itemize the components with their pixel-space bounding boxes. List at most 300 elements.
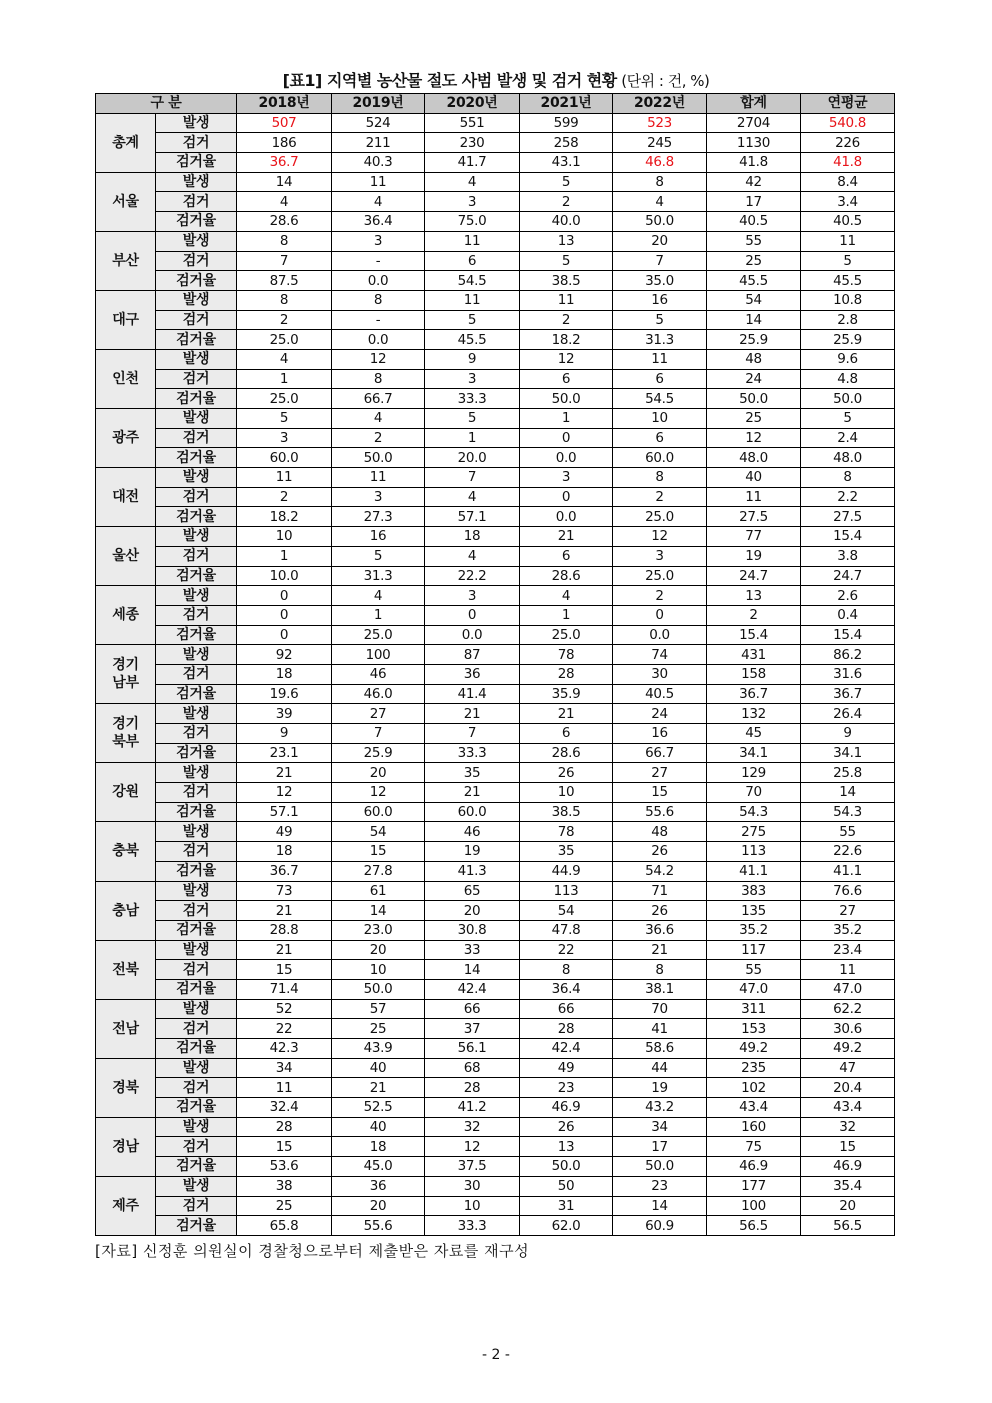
table-cell: 27: [801, 901, 895, 921]
table-cell: 22: [520, 940, 613, 960]
table-cell: 36.4: [332, 212, 425, 232]
table-cell: 38.5: [520, 802, 613, 822]
table-cell: 15: [613, 783, 707, 803]
table-row: [96, 231, 895, 251]
table-cell: 35.2: [707, 920, 801, 940]
table-cell: 52.5: [332, 1098, 425, 1118]
region-label: 대전: [96, 468, 156, 527]
table-cell: 3: [520, 468, 613, 488]
table-row: [96, 113, 895, 133]
table-cell: 12: [332, 349, 425, 369]
table-cell: 2.6: [801, 586, 895, 606]
table-cell: 211: [332, 133, 425, 153]
table-cell: 3: [425, 192, 520, 212]
table-cell: 55.6: [613, 802, 707, 822]
table-unit: (단위 : 건, %): [621, 72, 710, 90]
table-cell: 18.2: [237, 507, 332, 527]
table-row: [96, 940, 895, 960]
table-cell: 41.7: [425, 153, 520, 173]
metric-label: 검거: [156, 487, 237, 507]
table-cell: 6: [613, 428, 707, 448]
table-cell: 25.8: [801, 763, 895, 783]
metric-label: 검거율: [156, 979, 237, 999]
table-row: [96, 487, 895, 507]
header-category: 구 분: [96, 94, 237, 114]
table-row: [96, 369, 895, 389]
table-cell: 57.1: [425, 507, 520, 527]
table-cell: 16: [613, 290, 707, 310]
table-cell: 60.0: [425, 802, 520, 822]
table-cell: 25.0: [332, 625, 425, 645]
table-cell: 56.5: [801, 1216, 895, 1236]
table-cell: 44.9: [520, 861, 613, 881]
table-cell: 275: [707, 822, 801, 842]
table-cell: 2: [237, 310, 332, 330]
table-cell: 53.6: [237, 1157, 332, 1177]
metric-label: 발생: [156, 645, 237, 665]
table-cell: 76.6: [801, 881, 895, 901]
table-cell: 70: [613, 999, 707, 1019]
table-cell: 19.6: [237, 684, 332, 704]
table-cell: 26: [613, 901, 707, 921]
table-row: [96, 960, 895, 980]
table-cell: 5: [332, 546, 425, 566]
table-cell: 311: [707, 999, 801, 1019]
table-cell: 70: [707, 783, 801, 803]
table-cell: 12: [425, 1137, 520, 1157]
table-cell: 11: [801, 960, 895, 980]
table-cell: 13: [520, 231, 613, 251]
table-cell: 56.1: [425, 1039, 520, 1059]
table-cell: 25: [237, 1196, 332, 1216]
metric-label: 검거: [156, 310, 237, 330]
table-cell: 3: [613, 546, 707, 566]
table-cell: 153: [707, 1019, 801, 1039]
table-cell: 0: [520, 487, 613, 507]
table-cell: 18: [237, 664, 332, 684]
table-cell: 0.4: [801, 605, 895, 625]
header-col: 2021년: [520, 94, 613, 114]
table-cell: 78: [520, 822, 613, 842]
table-cell: 20: [332, 763, 425, 783]
table-cell: 4: [613, 192, 707, 212]
table-cell: 30: [613, 664, 707, 684]
table-cell: 1: [520, 605, 613, 625]
metric-label: 발생: [156, 999, 237, 1019]
region-label: 부산: [96, 231, 156, 290]
table-cell: 0.0: [520, 448, 613, 468]
metric-label: 검거: [156, 1019, 237, 1039]
table-cell: 48.0: [801, 448, 895, 468]
table-cell: 21: [425, 704, 520, 724]
table-cell: 28: [237, 1117, 332, 1137]
table-cell: 21: [237, 763, 332, 783]
table-cell: 17: [613, 1137, 707, 1157]
table-row: [96, 172, 895, 192]
table-cell: 0: [237, 586, 332, 606]
region-label: 제주: [96, 1176, 156, 1235]
table-cell: 45.0: [332, 1157, 425, 1177]
table-cell: 14: [332, 901, 425, 921]
table-cell: 177: [707, 1176, 801, 1196]
table-cell: 8.4: [801, 172, 895, 192]
table-cell: 28.8: [237, 920, 332, 940]
table-cell: 11: [237, 1078, 332, 1098]
metric-label: 발생: [156, 231, 237, 251]
source-note: [자료] 신정훈 의원실이 경찰청으로부터 제출받은 자료를 재구성: [95, 1242, 530, 1260]
table-cell: 46.9: [707, 1157, 801, 1177]
table-cell: 258: [520, 133, 613, 153]
page-number: - 2 -: [482, 1347, 510, 1363]
table-cell: 6: [520, 546, 613, 566]
table-body: [96, 113, 895, 1235]
table-cell: 15.4: [707, 625, 801, 645]
table-cell: 30: [425, 1176, 520, 1196]
table-cell: 45.5: [425, 330, 520, 350]
table-cell: 46: [332, 664, 425, 684]
table-cell: 1: [237, 546, 332, 566]
table-row: [96, 625, 895, 645]
table-cell: 39: [237, 704, 332, 724]
table-cell: 129: [707, 763, 801, 783]
table-cell: 50.0: [332, 448, 425, 468]
table-cell: 22: [237, 1019, 332, 1039]
table-cell: 19: [613, 1078, 707, 1098]
table-cell: 27.3: [332, 507, 425, 527]
metric-label: 검거: [156, 901, 237, 921]
metric-label: 검거율: [156, 861, 237, 881]
table-cell: 47.0: [707, 979, 801, 999]
table-title: [0, 68, 992, 91]
metric-label: 검거: [156, 133, 237, 153]
table-cell: 57.1: [237, 802, 332, 822]
table-cell: 66: [520, 999, 613, 1019]
table-row: [96, 1078, 895, 1098]
table-row: [96, 802, 895, 822]
table-cell: 54.3: [801, 802, 895, 822]
table-cell: 2: [707, 605, 801, 625]
table-cell: 4.8: [801, 369, 895, 389]
table-cell: 2: [332, 428, 425, 448]
table-cell: 0: [613, 605, 707, 625]
table-cell: 20.4: [801, 1078, 895, 1098]
table-cell: 32: [801, 1117, 895, 1137]
table-cell: 8: [801, 468, 895, 488]
table-row: [96, 1216, 895, 1236]
table-cell: 25.0: [237, 330, 332, 350]
table-cell: 23: [520, 1078, 613, 1098]
table-cell: 1: [237, 369, 332, 389]
table-cell: 31.3: [332, 566, 425, 586]
table-cell: 38.5: [520, 271, 613, 291]
table-cell: 11: [520, 290, 613, 310]
table-cell: 8: [237, 290, 332, 310]
metric-label: 발생: [156, 290, 237, 310]
table-cell: 49.2: [801, 1039, 895, 1059]
table-cell: 49.2: [707, 1039, 801, 1059]
table-cell: 74: [613, 645, 707, 665]
table-row: [96, 920, 895, 940]
header-col: 2019년: [332, 94, 425, 114]
table-cell: 31.3: [613, 330, 707, 350]
table-cell: 41: [613, 1019, 707, 1039]
table-cell: 431: [707, 645, 801, 665]
table-cell: 28.6: [237, 212, 332, 232]
table-cell: 4: [332, 192, 425, 212]
metric-label: 검거율: [156, 684, 237, 704]
table-cell: 31.6: [801, 664, 895, 684]
metric-label: 검거: [156, 605, 237, 625]
table-cell: 33.3: [425, 743, 520, 763]
table-cell: 54: [520, 901, 613, 921]
table-cell: 58.6: [613, 1039, 707, 1059]
table-cell: 13: [520, 1137, 613, 1157]
table-cell: 12: [707, 428, 801, 448]
table-cell: 25: [707, 409, 801, 429]
table-cell: 1: [332, 605, 425, 625]
table-cell: 50.0: [613, 1157, 707, 1177]
metric-label: 발생: [156, 409, 237, 429]
table-cell: 3.8: [801, 546, 895, 566]
table-row: [96, 428, 895, 448]
table-cell: 15: [237, 1137, 332, 1157]
table-cell: 15: [801, 1137, 895, 1157]
table-cell: 43.4: [707, 1098, 801, 1118]
region-label: 강원: [96, 763, 156, 822]
table-row: [96, 310, 895, 330]
table-cell: 55: [707, 231, 801, 251]
table-cell: 132: [707, 704, 801, 724]
table-cell: 41.2: [425, 1098, 520, 1118]
table-cell: 54.5: [425, 271, 520, 291]
table-cell: 50.0: [707, 389, 801, 409]
table-cell: 523: [613, 113, 707, 133]
region-label: 대구: [96, 290, 156, 349]
table-cell: 5: [237, 409, 332, 429]
region-label: 서울: [96, 172, 156, 231]
table-cell: 36.6: [613, 920, 707, 940]
table-cell: 23.4: [801, 940, 895, 960]
table-cell: 56.5: [707, 1216, 801, 1236]
table-cell: 54.5: [613, 389, 707, 409]
table-cell: 42.4: [520, 1039, 613, 1059]
table-cell: 117: [707, 940, 801, 960]
table-cell: 4: [332, 586, 425, 606]
table-cell: 55: [707, 960, 801, 980]
table-cell: 25.9: [801, 330, 895, 350]
table-cell: 47: [801, 1058, 895, 1078]
table-row: [96, 1157, 895, 1177]
metric-label: 검거율: [156, 1039, 237, 1059]
header-col: 2018년: [237, 94, 332, 114]
table-row: [96, 1176, 895, 1196]
table-cell: 34: [237, 1058, 332, 1078]
table-cell: 34.1: [707, 743, 801, 763]
metric-label: 발생: [156, 1117, 237, 1137]
table-cell: 62.2: [801, 999, 895, 1019]
table-cell: 87.5: [237, 271, 332, 291]
table-cell: 62.0: [520, 1216, 613, 1236]
table-cell: 50.0: [332, 979, 425, 999]
table-cell: 41.8: [707, 153, 801, 173]
metric-label: 발생: [156, 704, 237, 724]
region-label: 총계: [96, 113, 156, 172]
table-cell: 2.4: [801, 428, 895, 448]
table-cell: 54.2: [613, 861, 707, 881]
metric-label: 검거율: [156, 743, 237, 763]
table-row: [96, 586, 895, 606]
table-cell: 30.8: [425, 920, 520, 940]
table-cell: 28: [520, 664, 613, 684]
table-cell: 507: [237, 113, 332, 133]
table-cell: 5: [520, 251, 613, 271]
table-cell: 25: [332, 1019, 425, 1039]
table-cell: 20: [613, 231, 707, 251]
table-cell: 41.8: [801, 153, 895, 173]
table-cell: 11: [425, 290, 520, 310]
table-row: [96, 901, 895, 921]
metric-label: 발생: [156, 349, 237, 369]
table-cell: 8: [613, 172, 707, 192]
table-cell: 2: [520, 192, 613, 212]
table-cell: 73: [237, 881, 332, 901]
table-cell: 160: [707, 1117, 801, 1137]
table-cell: 2: [613, 586, 707, 606]
header-row: [96, 94, 895, 114]
metric-label: 발생: [156, 1058, 237, 1078]
table-row: [96, 566, 895, 586]
table-cell: 54: [707, 290, 801, 310]
metric-label: 검거율: [156, 448, 237, 468]
table-cell: 32: [425, 1117, 520, 1137]
table-row: [96, 251, 895, 271]
table-cell: 0.0: [520, 507, 613, 527]
table-cell: 77: [707, 527, 801, 547]
table-cell: 21: [613, 940, 707, 960]
table-row: [96, 881, 895, 901]
table-cell: 4: [237, 349, 332, 369]
table-cell: 3.4: [801, 192, 895, 212]
table-cell: 14: [237, 172, 332, 192]
metric-label: 검거율: [156, 1216, 237, 1236]
table-cell: 524: [332, 113, 425, 133]
table-cell: 230: [425, 133, 520, 153]
table-cell: 21: [425, 783, 520, 803]
table-cell: 28.6: [520, 743, 613, 763]
table-cell: 11: [801, 231, 895, 251]
table-cell: 38: [237, 1176, 332, 1196]
table-cell: 50.0: [520, 389, 613, 409]
table-cell: 8: [613, 960, 707, 980]
table-cell: 23.0: [332, 920, 425, 940]
table-row: [96, 743, 895, 763]
table-cell: 5: [520, 172, 613, 192]
table-cell: 8: [237, 231, 332, 251]
table-cell: 20: [332, 1196, 425, 1216]
table-cell: 24: [707, 369, 801, 389]
table-cell: 50: [520, 1176, 613, 1196]
metric-label: 발생: [156, 822, 237, 842]
table-cell: 41.4: [425, 684, 520, 704]
table-cell: 20: [332, 940, 425, 960]
table-cell: 75: [707, 1137, 801, 1157]
table-cell: 78: [520, 645, 613, 665]
table-row: [96, 1098, 895, 1118]
metric-label: 검거: [156, 369, 237, 389]
table-cell: 60.9: [613, 1216, 707, 1236]
table-cell: 35: [425, 763, 520, 783]
table-cell: 18: [332, 1137, 425, 1157]
table-cell: 22.6: [801, 842, 895, 862]
region-label: 인천: [96, 349, 156, 408]
table-cell: 383: [707, 881, 801, 901]
table-cell: 27.8: [332, 861, 425, 881]
metric-label: 검거: [156, 192, 237, 212]
region-label: 전북: [96, 940, 156, 999]
table-cell: 8: [332, 290, 425, 310]
table-cell: 27: [613, 763, 707, 783]
table-cell: 3: [332, 231, 425, 251]
metric-label: 발생: [156, 940, 237, 960]
table-cell: 44: [613, 1058, 707, 1078]
table-cell: 40.5: [613, 684, 707, 704]
table-row: [96, 664, 895, 684]
metric-label: 검거: [156, 546, 237, 566]
table-cell: 7: [332, 724, 425, 744]
table-cell: 3: [425, 586, 520, 606]
table-cell: 113: [520, 881, 613, 901]
region-label: 광주: [96, 409, 156, 468]
table-cell: 40: [332, 1058, 425, 1078]
table-row: [96, 448, 895, 468]
table-cell: 60.0: [613, 448, 707, 468]
header-col: 2022년: [613, 94, 707, 114]
table-cell: 18: [425, 527, 520, 547]
table-cell: 14: [613, 1196, 707, 1216]
metric-label: 검거율: [156, 389, 237, 409]
table-cell: 9: [237, 724, 332, 744]
table-cell: 24.7: [707, 566, 801, 586]
table-cell: 24.7: [801, 566, 895, 586]
table-cell: 2.2: [801, 487, 895, 507]
table-cell: 54: [332, 822, 425, 842]
table-cell: 92: [237, 645, 332, 665]
table-cell: 10: [237, 527, 332, 547]
table-cell: 31: [520, 1196, 613, 1216]
table-row: [96, 409, 895, 429]
table-cell: 46.9: [520, 1098, 613, 1118]
table-cell: 12: [332, 783, 425, 803]
region-label: 세종: [96, 586, 156, 645]
metric-label: 발생: [156, 881, 237, 901]
table-cell: 35.2: [801, 920, 895, 940]
table-cell: 7: [613, 251, 707, 271]
table-cell: 245: [613, 133, 707, 153]
table-cell: 28: [520, 1019, 613, 1039]
table-cell: 21: [520, 527, 613, 547]
table-row: [96, 192, 895, 212]
table-cell: 55: [801, 822, 895, 842]
table-cell: 55.6: [332, 1216, 425, 1236]
table-row: [96, 133, 895, 153]
metric-label: 검거율: [156, 1098, 237, 1118]
table-cell: 26.4: [801, 704, 895, 724]
table-cell: 102: [707, 1078, 801, 1098]
table-cell: 8: [520, 960, 613, 980]
table-cell: 6: [613, 369, 707, 389]
table-cell: 2: [237, 487, 332, 507]
table-cell: 26: [613, 842, 707, 862]
